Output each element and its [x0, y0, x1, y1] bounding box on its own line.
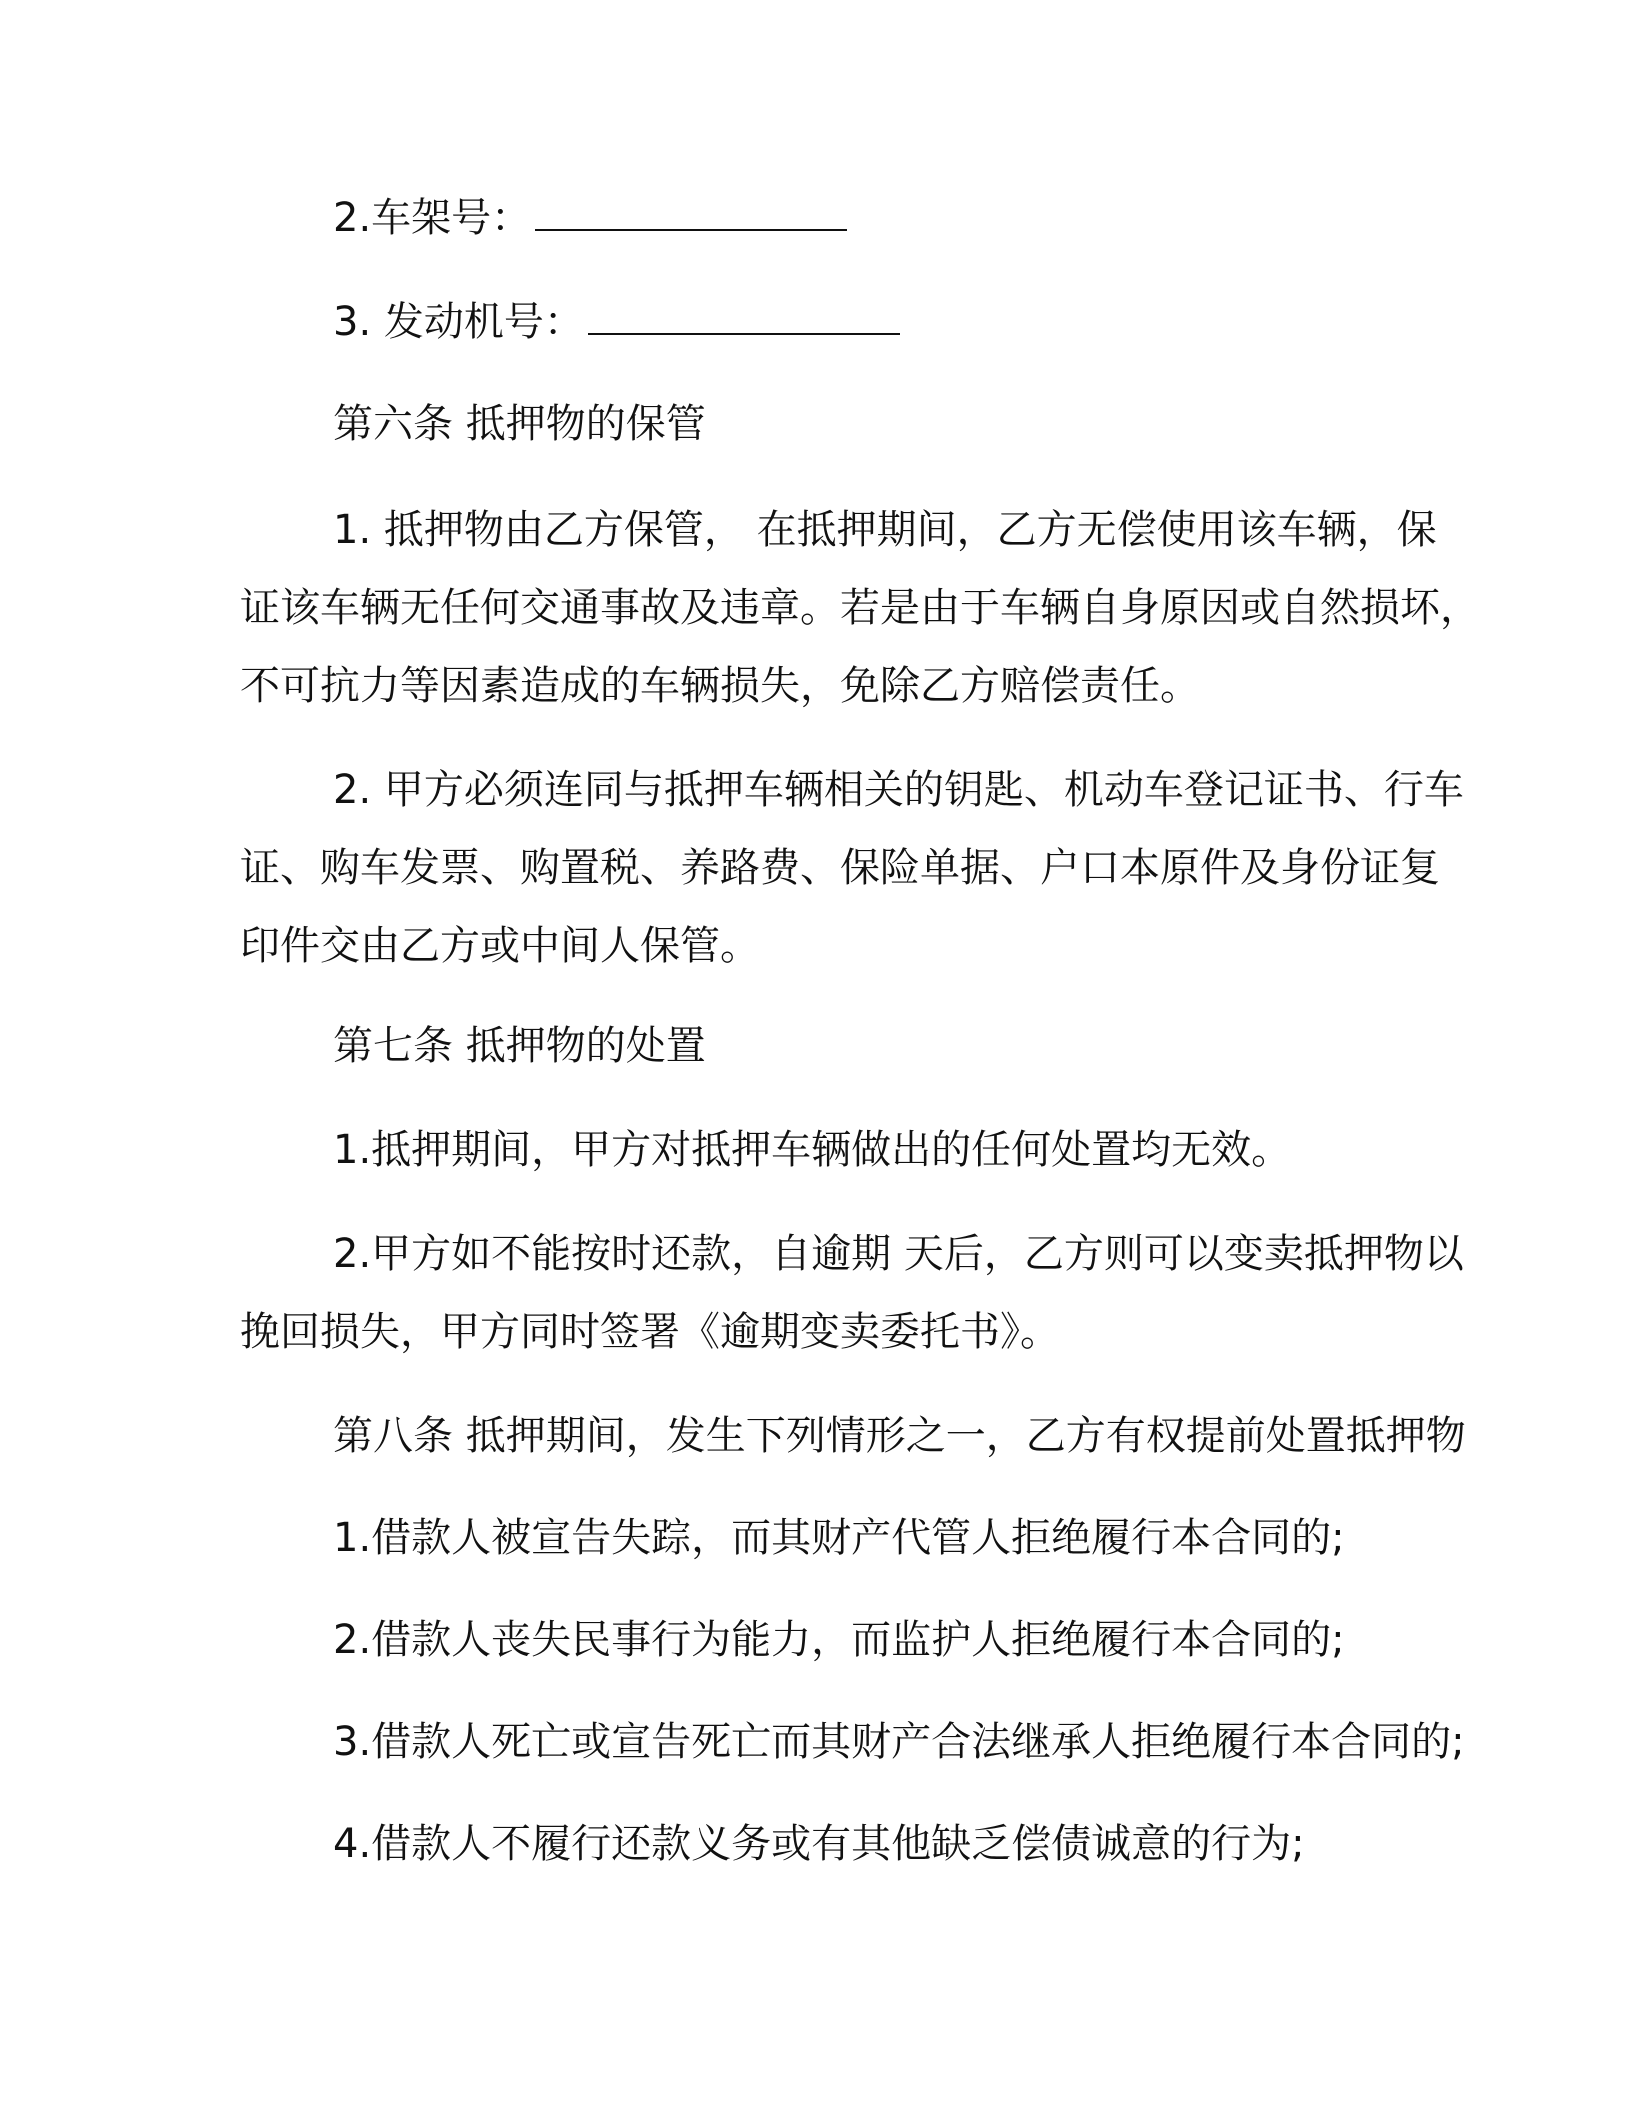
article-6-para-2-line-3: 印件交由乙方或中间人保管。: [240, 923, 760, 969]
article-7-para-2-line-1: 2.甲方如不能按时还款，自逾期 天后，乙方则可以变卖抵押物以: [333, 1231, 1464, 1277]
article-6-para-1-line-2: 证该车辆无任何交通事故及违章。若是由于车辆自身原因或自然损坏，: [240, 585, 1480, 631]
article-8-item-2: 2.借款人丧失民事行为能力，而监护人拒绝履行本合同的;: [333, 1617, 1345, 1663]
article-8-title: 第八条 抵押期间，发生下列情形之一，乙方有权提前处置抵押物: [333, 1413, 1466, 1459]
article-6-para-1-line-3: 不可抗力等因素造成的车辆损失，免除乙方赔偿责任。: [240, 663, 1200, 709]
article-8-item-3: 3.借款人死亡或宣告死亡而其财产合法继承人拒绝履行本合同的;: [333, 1719, 1465, 1765]
article-7-para-1: 1.抵押期间，甲方对抵押车辆做出的任何处置均无效。: [333, 1127, 1292, 1173]
engine-number-label: 3. 发动机号：: [333, 299, 584, 345]
article-6-para-2-line-2: 证、购车发票、购置税、养路费、保险单据、户口本原件及身份证复: [240, 845, 1440, 891]
engine-number-line: [333, 296, 900, 348]
frame-number-line: [333, 192, 847, 244]
article-6-para-1-line-1: 1. 抵押物由乙方保管， 在抵押期间，乙方无偿使用该车辆，保: [333, 507, 1437, 553]
article-7-para-2-line-2: 挽回损失，甲方同时签署《逾期变卖委托书》。: [240, 1309, 1060, 1355]
engine-number-blank: [588, 301, 900, 335]
article-6-title: 第六条 抵押物的保管: [333, 401, 706, 447]
article-6-para-2-line-1: 2. 甲方必须连同与抵押车辆相关的钥匙、机动车登记证书、行车: [333, 767, 1464, 813]
frame-number-label: 2.车架号：: [333, 195, 532, 241]
article-8-item-1: 1.借款人被宣告失踪，而其财产代管人拒绝履行本合同的;: [333, 1515, 1345, 1561]
article-8-item-4: 4.借款人不履行还款义务或有其他缺乏偿债诚意的行为;: [333, 1821, 1305, 1867]
article-7-title: 第七条 抵押物的处置: [333, 1023, 706, 1069]
frame-number-blank: [535, 197, 847, 231]
